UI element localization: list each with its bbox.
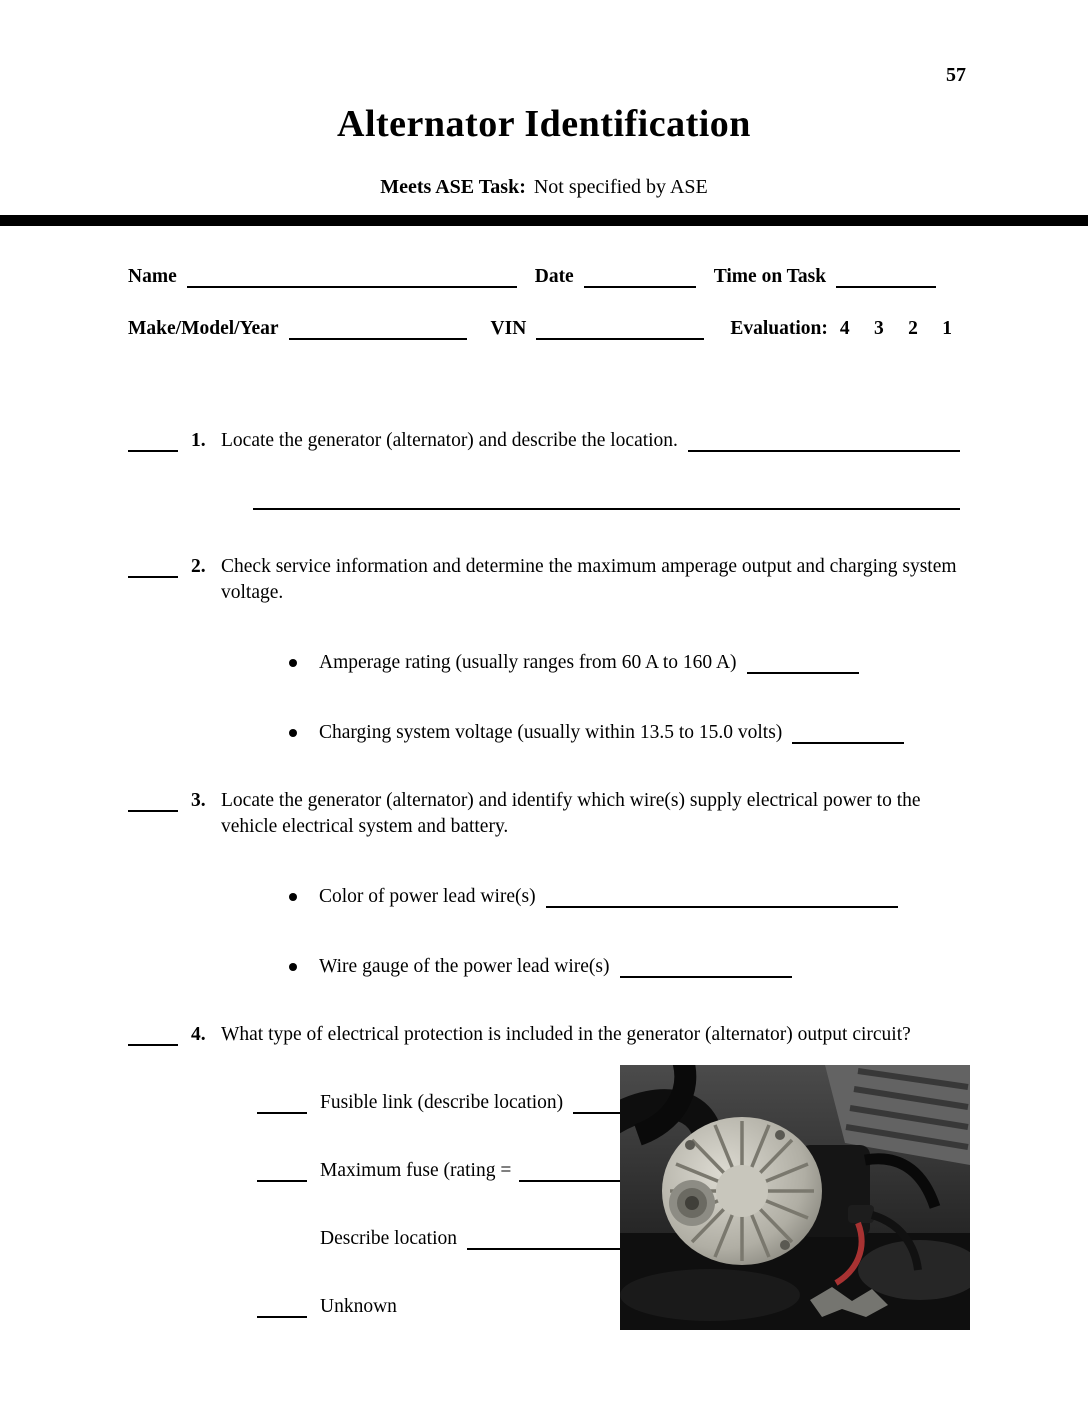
q2-score-blank: [128, 556, 178, 578]
page-title: Alternator Identification: [337, 103, 751, 145]
q1-answer-blank: [688, 430, 960, 452]
make-model-year-blank: [289, 318, 467, 340]
q4-option-1-check-blank: [257, 1092, 307, 1114]
divider-bar: [0, 215, 1088, 226]
bullet-icon: [289, 893, 297, 901]
q3-number: 3.: [191, 790, 206, 811]
alternator-photo: [620, 1065, 970, 1330]
bullet-icon: [289, 659, 297, 667]
q2-body: [221, 554, 960, 746]
q3-body: [221, 788, 960, 980]
q4-option-2-text: Maximum fuse (rating =: [320, 1160, 512, 1181]
bullet-icon: [289, 729, 297, 737]
ase-task-label: Meets ASE Task:: [380, 176, 526, 198]
ase-task-line: [0, 176, 1088, 199]
q4-option-4-check-blank: [257, 1296, 307, 1318]
q4-option-4-text: Unknown: [320, 1296, 397, 1317]
alternator-photo-graphic: [620, 1065, 970, 1330]
q1-line: [221, 428, 960, 454]
q3-bullet-2-text: Wire gauge of the power lead wire(s): [319, 956, 610, 977]
q1-number: 1.: [191, 430, 206, 451]
question-2: [128, 554, 960, 746]
name-label: Name: [128, 266, 177, 287]
q2-bullet-2: [289, 720, 960, 746]
question-1: [128, 428, 960, 510]
q2-bullet-1: [289, 650, 960, 676]
vin-label: VIN: [490, 318, 527, 339]
q2-bullet-1-blank: [747, 652, 859, 674]
q3-score-blank: [128, 790, 178, 812]
time-on-task-label: Time on Task: [713, 266, 827, 287]
q1-text: Locate the generator (alternator) and describe the location.: [221, 430, 678, 451]
q3-bullet-1: [289, 884, 960, 910]
q2-bullet-2-text: Charging system voltage (usually within 13.5 to 15.0 volts): [319, 722, 783, 743]
q3-bullet-1-text: Color of power lead wire(s): [319, 886, 536, 907]
q4-option-1-text: Fusible link (describe location): [320, 1092, 564, 1113]
q4-option-2-check-blank: [257, 1160, 307, 1182]
q2-text: Check service information and determine the maximum amperage output and charging system voltage.: [221, 556, 957, 603]
q2-bullet-2-blank: [792, 722, 904, 744]
header-row-2: [128, 316, 960, 342]
make-model-year-label: Make/Model/Year: [128, 318, 279, 339]
q3-text: Locate the generator (alternator) and identify which wire(s) supply electrical power to the vehicle electrical system and battery.: [221, 790, 921, 837]
q3-bullet-1-blank: [546, 886, 898, 908]
q1-body: [221, 428, 960, 510]
q1-score-blank: [128, 430, 178, 452]
header-row-1: [128, 264, 960, 290]
evaluation-label: Evaluation:: [730, 318, 828, 339]
q2-number: 2.: [191, 556, 206, 577]
q1-answer-line-2: [253, 486, 960, 510]
q3-bullet-2-blank: [620, 956, 792, 978]
q3-bullet-2: [289, 954, 960, 980]
time-on-task-blank: [836, 266, 936, 288]
page-number: 57: [946, 64, 966, 86]
q4-number: 4.: [191, 1024, 206, 1045]
q2-bullet-1-text: Amperage rating (usually ranges from 60 A to 160 A): [319, 652, 737, 673]
evaluation-values: 4 3 2 1: [839, 318, 952, 339]
q4-text: What type of electrical protection is included in the generator (alternator) output circuit?: [221, 1024, 911, 1045]
question-3: [128, 788, 960, 980]
date-label: Date: [534, 266, 574, 287]
bullet-icon: [289, 963, 297, 971]
q4-describe-location-text: Describe location: [320, 1228, 457, 1249]
vin-blank: [536, 318, 704, 340]
q4-score-blank: [128, 1024, 178, 1046]
ase-task-value: Not specified by ASE: [533, 176, 708, 198]
name-blank: [187, 266, 517, 288]
date-blank: [584, 266, 696, 288]
